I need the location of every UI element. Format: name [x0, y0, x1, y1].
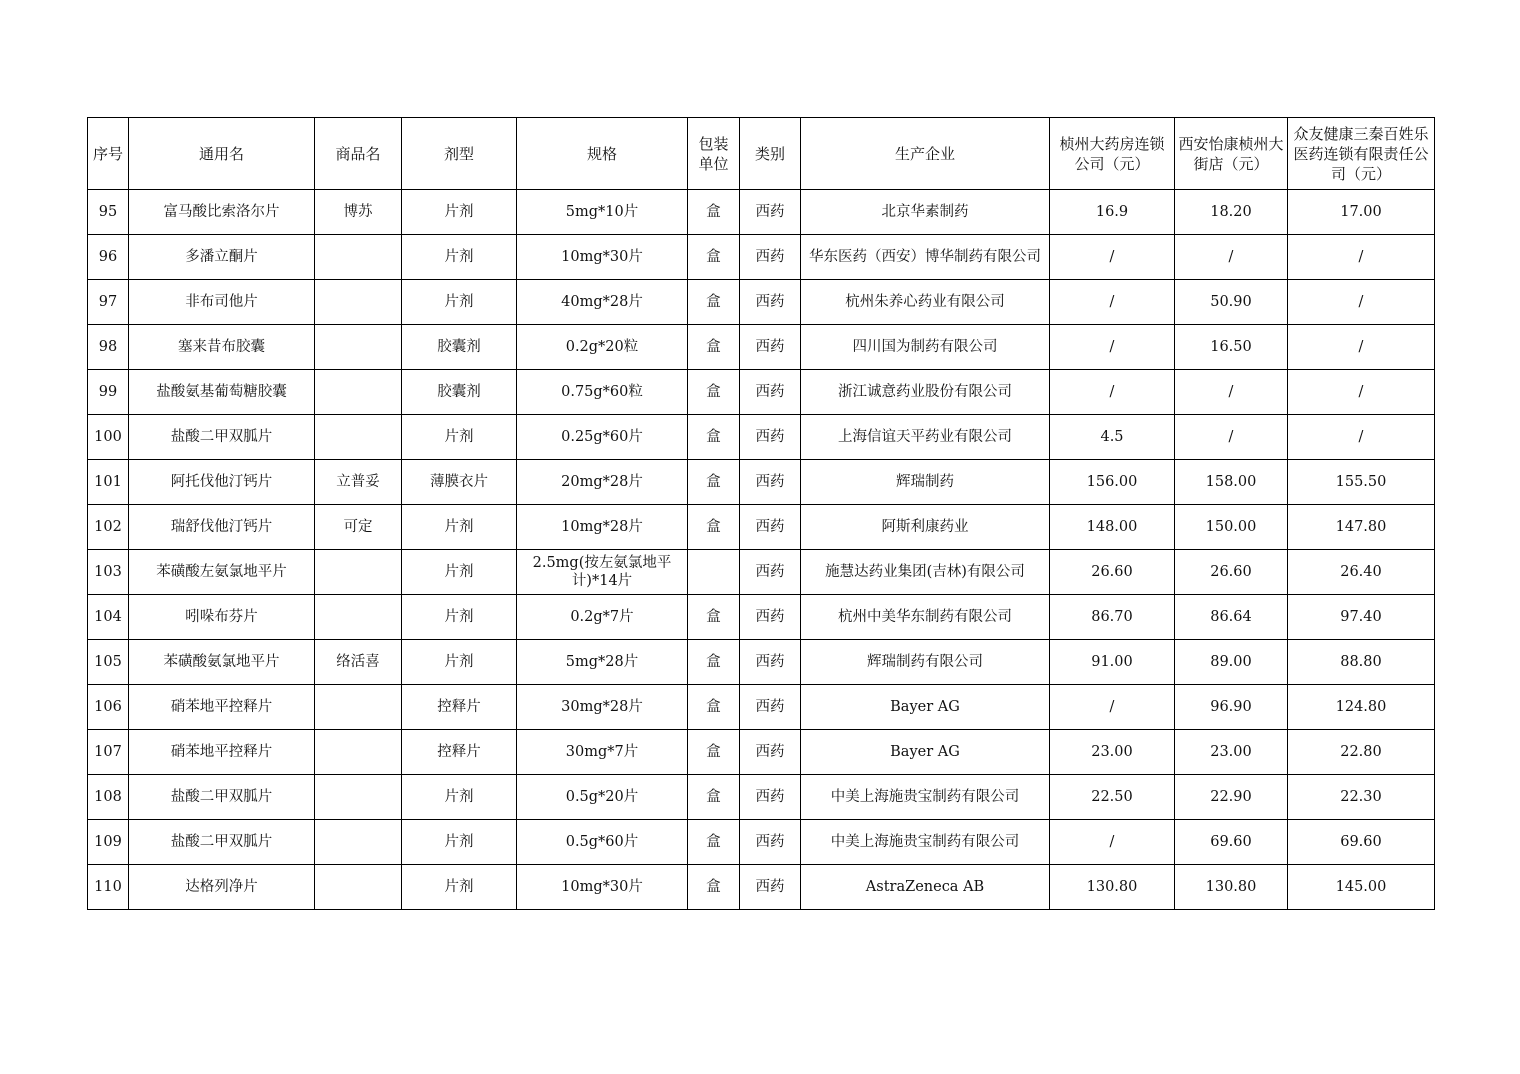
table-row: [88, 730, 1435, 775]
dosage-form-cell: 胶囊剂: [402, 370, 517, 415]
generic-name-cell: 盐酸二甲双胍片: [129, 820, 315, 865]
package-unit-cell: 盒: [688, 505, 740, 550]
brand-name-cell: 立普妥: [315, 460, 402, 505]
category-cell: 西药: [740, 190, 801, 235]
specification-cell: 20mg*28片: [517, 460, 688, 505]
manufacturer-cell: 辉瑞制药: [801, 460, 1050, 505]
brand-name-cell: [315, 325, 402, 370]
specification-cell: 5mg*28片: [517, 640, 688, 685]
col-header-price-store-2: 西安怡康桢州大街店（元）: [1175, 118, 1288, 190]
price-store-1-cell: 22.50: [1050, 775, 1175, 820]
manufacturer-cell: 辉瑞制药有限公司: [801, 640, 1050, 685]
package-unit-cell: 盒: [688, 415, 740, 460]
price-store-1-cell: /: [1050, 685, 1175, 730]
specification-cell: 10mg*30片: [517, 235, 688, 280]
brand-name-cell: [315, 370, 402, 415]
brand-name-cell: [315, 595, 402, 640]
generic-name-cell: 多潘立酮片: [129, 235, 315, 280]
price-table: [87, 117, 1435, 910]
price-store-2-cell: /: [1175, 415, 1288, 460]
specification-cell: 40mg*28片: [517, 280, 688, 325]
price-store-3-cell: 69.60: [1288, 820, 1435, 865]
price-store-3-cell: /: [1288, 235, 1435, 280]
specification-cell: 0.5g*60片: [517, 820, 688, 865]
manufacturer-cell: 杭州中美华东制药有限公司: [801, 595, 1050, 640]
brand-name-cell: 络活喜: [315, 640, 402, 685]
table-row: [88, 235, 1435, 280]
generic-name-cell: 硝苯地平控释片: [129, 685, 315, 730]
package-unit-cell: 盒: [688, 730, 740, 775]
price-store-2-cell: 158.00: [1175, 460, 1288, 505]
row-index-cell: 97: [88, 280, 129, 325]
col-header-brand-name: 商品名: [315, 118, 402, 190]
manufacturer-cell: 华东医药（西安）博华制药有限公司: [801, 235, 1050, 280]
row-index-cell: 103: [88, 550, 129, 595]
category-cell: 西药: [740, 325, 801, 370]
brand-name-cell: [315, 280, 402, 325]
specification-cell: 0.2g*7片: [517, 595, 688, 640]
package-unit-cell: 盒: [688, 595, 740, 640]
price-store-2-cell: 18.20: [1175, 190, 1288, 235]
price-store-1-cell: 91.00: [1050, 640, 1175, 685]
price-store-2-cell: 23.00: [1175, 730, 1288, 775]
price-store-2-cell: 26.60: [1175, 550, 1288, 595]
generic-name-cell: 达格列净片: [129, 865, 315, 910]
price-store-2-cell: 130.80: [1175, 865, 1288, 910]
price-store-1-cell: 23.00: [1050, 730, 1175, 775]
dosage-form-cell: 片剂: [402, 415, 517, 460]
specification-cell: 0.25g*60片: [517, 415, 688, 460]
price-store-1-cell: 130.80: [1050, 865, 1175, 910]
row-index-cell: 102: [88, 505, 129, 550]
manufacturer-cell: 四川国为制药有限公司: [801, 325, 1050, 370]
row-index-cell: 100: [88, 415, 129, 460]
category-cell: 西药: [740, 685, 801, 730]
dosage-form-cell: 片剂: [402, 235, 517, 280]
price-store-2-cell: 150.00: [1175, 505, 1288, 550]
table-row: [88, 325, 1435, 370]
category-cell: 西药: [740, 640, 801, 685]
generic-name-cell: 塞来昔布胶囊: [129, 325, 315, 370]
brand-name-cell: [315, 685, 402, 730]
price-store-2-cell: 50.90: [1175, 280, 1288, 325]
brand-name-cell: [315, 235, 402, 280]
dosage-form-cell: 片剂: [402, 505, 517, 550]
package-unit-cell: 盒: [688, 685, 740, 730]
specification-cell: 0.5g*20片: [517, 775, 688, 820]
category-cell: 西药: [740, 460, 801, 505]
header-row: [88, 118, 1435, 190]
table-row: [88, 775, 1435, 820]
package-unit-cell: 盒: [688, 640, 740, 685]
table-row: [88, 595, 1435, 640]
price-store-3-cell: 17.00: [1288, 190, 1435, 235]
price-store-2-cell: 86.64: [1175, 595, 1288, 640]
col-header-category: 类别: [740, 118, 801, 190]
package-unit-cell: 盒: [688, 775, 740, 820]
price-store-3-cell: 88.80: [1288, 640, 1435, 685]
col-header-price-store-1: 桢州大药房连锁公司（元）: [1050, 118, 1175, 190]
generic-name-cell: 瑞舒伐他汀钙片: [129, 505, 315, 550]
specification-cell: 2.5mg(按左氨氯地平计)*14片: [517, 550, 688, 595]
category-cell: 西药: [740, 550, 801, 595]
price-store-3-cell: 97.40: [1288, 595, 1435, 640]
dosage-form-cell: 片剂: [402, 550, 517, 595]
table-row: [88, 505, 1435, 550]
row-index-cell: 99: [88, 370, 129, 415]
brand-name-cell: 博苏: [315, 190, 402, 235]
dosage-form-cell: 片剂: [402, 595, 517, 640]
price-store-2-cell: 89.00: [1175, 640, 1288, 685]
manufacturer-cell: 阿斯利康药业: [801, 505, 1050, 550]
manufacturer-cell: 中美上海施贵宝制药有限公司: [801, 820, 1050, 865]
price-store-2-cell: 16.50: [1175, 325, 1288, 370]
price-store-1-cell: /: [1050, 820, 1175, 865]
generic-name-cell: 盐酸二甲双胍片: [129, 415, 315, 460]
category-cell: 西药: [740, 415, 801, 460]
row-index-cell: 107: [88, 730, 129, 775]
price-store-3-cell: 22.80: [1288, 730, 1435, 775]
table-row: [88, 550, 1435, 595]
category-cell: 西药: [740, 235, 801, 280]
table-row: [88, 685, 1435, 730]
price-store-3-cell: /: [1288, 280, 1435, 325]
brand-name-cell: [315, 865, 402, 910]
manufacturer-cell: 北京华素制药: [801, 190, 1050, 235]
table-row: [88, 370, 1435, 415]
row-index-cell: 96: [88, 235, 129, 280]
price-store-2-cell: /: [1175, 370, 1288, 415]
package-unit-cell: 盒: [688, 820, 740, 865]
manufacturer-cell: Bayer AG: [801, 685, 1050, 730]
package-unit-cell: 盒: [688, 280, 740, 325]
brand-name-cell: [315, 775, 402, 820]
generic-name-cell: 苯磺酸氨氯地平片: [129, 640, 315, 685]
manufacturer-cell: 施慧达药业集团(吉林)有限公司: [801, 550, 1050, 595]
col-header-generic-name: 通用名: [129, 118, 315, 190]
package-unit-cell: [688, 550, 740, 595]
dosage-form-cell: 片剂: [402, 280, 517, 325]
brand-name-cell: [315, 730, 402, 775]
specification-cell: 5mg*10片: [517, 190, 688, 235]
package-unit-cell: 盒: [688, 370, 740, 415]
row-index-cell: 104: [88, 595, 129, 640]
manufacturer-cell: 杭州朱养心药业有限公司: [801, 280, 1050, 325]
table-row: [88, 640, 1435, 685]
col-header-manufacturer: 生产企业: [801, 118, 1050, 190]
price-store-3-cell: 22.30: [1288, 775, 1435, 820]
dosage-form-cell: 片剂: [402, 865, 517, 910]
price-store-1-cell: 86.70: [1050, 595, 1175, 640]
row-index-cell: 105: [88, 640, 129, 685]
col-header-dosage-form: 剂型: [402, 118, 517, 190]
category-cell: 西药: [740, 280, 801, 325]
table-row: [88, 865, 1435, 910]
generic-name-cell: 阿托伐他汀钙片: [129, 460, 315, 505]
price-store-1-cell: 26.60: [1050, 550, 1175, 595]
price-store-1-cell: /: [1050, 370, 1175, 415]
generic-name-cell: 盐酸二甲双胍片: [129, 775, 315, 820]
row-index-cell: 98: [88, 325, 129, 370]
table-row: [88, 820, 1435, 865]
dosage-form-cell: 胶囊剂: [402, 325, 517, 370]
row-index-cell: 95: [88, 190, 129, 235]
brand-name-cell: [315, 820, 402, 865]
manufacturer-cell: 中美上海施贵宝制药有限公司: [801, 775, 1050, 820]
generic-name-cell: 吲哚布芬片: [129, 595, 315, 640]
col-header-price-store-3: 众友健康三秦百姓乐医药连锁有限责任公司（元）: [1288, 118, 1435, 190]
dosage-form-cell: 片剂: [402, 775, 517, 820]
category-cell: 西药: [740, 595, 801, 640]
row-index-cell: 108: [88, 775, 129, 820]
package-unit-cell: 盒: [688, 460, 740, 505]
price-store-2-cell: 69.60: [1175, 820, 1288, 865]
price-store-3-cell: /: [1288, 370, 1435, 415]
price-store-1-cell: 156.00: [1050, 460, 1175, 505]
category-cell: 西药: [740, 505, 801, 550]
generic-name-cell: 盐酸氨基葡萄糖胶囊: [129, 370, 315, 415]
dosage-form-cell: 片剂: [402, 640, 517, 685]
price-store-3-cell: 155.50: [1288, 460, 1435, 505]
generic-name-cell: 富马酸比索洛尔片: [129, 190, 315, 235]
category-cell: 西药: [740, 775, 801, 820]
dosage-form-cell: 片剂: [402, 190, 517, 235]
dosage-form-cell: 薄膜衣片: [402, 460, 517, 505]
table-row: [88, 460, 1435, 505]
dosage-form-cell: 片剂: [402, 820, 517, 865]
price-store-1-cell: 16.9: [1050, 190, 1175, 235]
generic-name-cell: 硝苯地平控释片: [129, 730, 315, 775]
table-row: [88, 280, 1435, 325]
package-unit-cell: 盒: [688, 235, 740, 280]
row-index-cell: 106: [88, 685, 129, 730]
price-store-1-cell: /: [1050, 235, 1175, 280]
price-store-3-cell: /: [1288, 415, 1435, 460]
category-cell: 西药: [740, 370, 801, 415]
package-unit-cell: 盒: [688, 865, 740, 910]
brand-name-cell: 可定: [315, 505, 402, 550]
price-store-3-cell: 26.40: [1288, 550, 1435, 595]
price-store-1-cell: 4.5: [1050, 415, 1175, 460]
manufacturer-cell: 上海信谊天平药业有限公司: [801, 415, 1050, 460]
price-store-3-cell: /: [1288, 325, 1435, 370]
manufacturer-cell: Bayer AG: [801, 730, 1050, 775]
manufacturer-cell: 浙江诚意药业股份有限公司: [801, 370, 1050, 415]
specification-cell: 30mg*7片: [517, 730, 688, 775]
row-index-cell: 109: [88, 820, 129, 865]
brand-name-cell: [315, 550, 402, 595]
col-header-package-unit: 包装 单位: [688, 118, 740, 190]
row-index-cell: 101: [88, 460, 129, 505]
price-store-3-cell: 124.80: [1288, 685, 1435, 730]
generic-name-cell: 苯磺酸左氨氯地平片: [129, 550, 315, 595]
specification-cell: 10mg*28片: [517, 505, 688, 550]
brand-name-cell: [315, 415, 402, 460]
price-store-1-cell: /: [1050, 280, 1175, 325]
package-unit-cell: 盒: [688, 190, 740, 235]
category-cell: 西药: [740, 820, 801, 865]
price-store-3-cell: 147.80: [1288, 505, 1435, 550]
price-store-1-cell: 148.00: [1050, 505, 1175, 550]
category-cell: 西药: [740, 730, 801, 775]
table-row: [88, 190, 1435, 235]
specification-cell: 10mg*30片: [517, 865, 688, 910]
price-store-3-cell: 145.00: [1288, 865, 1435, 910]
col-header-index: 序号: [88, 118, 129, 190]
price-store-2-cell: 22.90: [1175, 775, 1288, 820]
price-store-1-cell: /: [1050, 325, 1175, 370]
price-store-2-cell: /: [1175, 235, 1288, 280]
category-cell: 西药: [740, 865, 801, 910]
col-header-specification: 规格: [517, 118, 688, 190]
manufacturer-cell: AstraZeneca AB: [801, 865, 1050, 910]
dosage-form-cell: 控释片: [402, 685, 517, 730]
specification-cell: 0.2g*20粒: [517, 325, 688, 370]
generic-name-cell: 非布司他片: [129, 280, 315, 325]
price-store-2-cell: 96.90: [1175, 685, 1288, 730]
table-row: [88, 415, 1435, 460]
package-unit-cell: 盒: [688, 325, 740, 370]
row-index-cell: 110: [88, 865, 129, 910]
specification-cell: 0.75g*60粒: [517, 370, 688, 415]
dosage-form-cell: 控释片: [402, 730, 517, 775]
specification-cell: 30mg*28片: [517, 685, 688, 730]
